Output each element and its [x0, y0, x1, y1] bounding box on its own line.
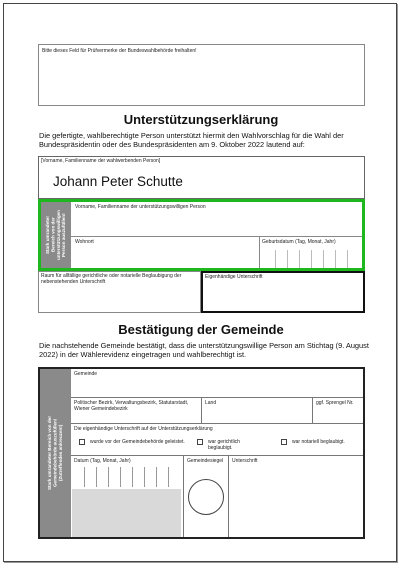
signature-status-label: Die eigenhändige Unterschrift auf der Unterstützungserklärung	[74, 426, 213, 432]
seal-divider	[183, 455, 184, 537]
candidate-name: Johann Peter Schutte	[53, 174, 183, 189]
gemeinde-intro: Die nachstehende Gemeinde bestätigt, dass die unterstützungswillige Person am Stichtag (9. August 2022) in der Wählerevidenz eingetragen und wahlberechtigt ist.	[39, 341, 369, 359]
certification-label: Raum für allfällige gerichtliche oder notarielle Beglaubigung der nebenstehenden Unterschrift	[41, 273, 182, 285]
gemeinde-sidebar-text: Stark umrandeter Bereich von der Gemeindebehörde auszufüllen! (Zutreffendes ankreuzen!)	[47, 415, 64, 491]
birthdate-field[interactable]	[263, 246, 362, 268]
option-1-label: wurde vor der Gemeindebehörde geleistet.	[90, 439, 185, 445]
birthdate-tick	[347, 250, 348, 268]
supporter-divider	[71, 236, 362, 237]
supporter-input-area	[38, 199, 365, 271]
date-tick	[108, 467, 109, 487]
gemeinde-field[interactable]	[72, 378, 363, 397]
birthdate-tick	[299, 250, 300, 268]
birthdate-divider	[259, 236, 260, 268]
bezirk-label: Politischer Bezirk, Verwaltungsbezirk, Statutarstadt, Wiener Gemeindebezirk	[74, 400, 189, 412]
date-tick	[168, 467, 169, 487]
candidate-box	[38, 156, 365, 199]
sprengel-label: ggf. Sprengel Nr.	[316, 400, 354, 406]
birthdate-tick	[287, 250, 288, 268]
signature-divider	[228, 455, 229, 537]
date-tick	[132, 467, 133, 487]
date-tick	[84, 467, 85, 487]
signature-box[interactable]	[201, 271, 365, 313]
candidate-label: [Vorname, Familienname der wahlwerbenden Person]	[41, 158, 161, 164]
date-tick	[120, 467, 121, 487]
option-1-checkbox[interactable]	[79, 439, 85, 445]
date-grey-area	[72, 489, 181, 537]
unterstuetzung-title: Unterstützungserklärung	[123, 112, 279, 127]
land-divider	[201, 397, 202, 423]
pruefvermerk-box	[38, 44, 365, 106]
supporter-name-label: Vorname, Familienname der unterstützungswilligen Person	[75, 204, 206, 210]
gemeinde-box	[38, 367, 365, 539]
supporter-name-field[interactable]	[73, 211, 362, 236]
option-3-label: war notariell beglaubigt.	[292, 439, 345, 445]
gemeinde-signature-field[interactable]	[230, 465, 363, 537]
sprengel-divider	[312, 397, 313, 423]
land-label: Land	[205, 400, 217, 406]
gemeinde-sidebar	[40, 369, 71, 537]
form-page	[3, 3, 397, 562]
date-tick	[96, 467, 97, 487]
supporter-sidebar-text: Stark umrandeter Bereich von der unterstützungswilligen Person auszufüllen!	[45, 209, 67, 261]
birthdate-tick	[335, 250, 336, 268]
pruefvermerk-label: Bitte dieses Feld für Prüfvermerke der Bundeswahlbehörde freihalten!	[42, 48, 197, 54]
bezirk-row-divider	[71, 423, 363, 424]
supporter-address-label: Wohnort	[75, 239, 94, 245]
date-tick	[156, 467, 157, 487]
birthdate-tick	[323, 250, 324, 268]
supporter-birthdate-label: Geburtsdatum (Tag, Monat, Jahr)	[262, 239, 336, 245]
seal-label: Gemeindesiegel	[187, 458, 224, 464]
option-2-checkbox[interactable]	[197, 439, 203, 445]
birthdate-tick	[275, 250, 276, 268]
date-label: Datum (Tag, Monat, Jahr)	[74, 458, 131, 464]
signature-label: Eigenhändige Unterschrift	[205, 274, 263, 280]
certification-box	[38, 271, 201, 313]
gemeinde-signature-label: Unterschrift	[232, 458, 258, 464]
status-row-divider	[71, 455, 363, 456]
supporter-sidebar	[41, 202, 71, 268]
gemeinde-title: Bestätigung der Gemeinde	[118, 322, 284, 337]
supporter-address-field[interactable]	[73, 246, 257, 268]
seal-circle	[188, 479, 224, 515]
option-3-checkbox[interactable]	[281, 439, 287, 445]
option-2-label: war gerichtlich beglaubigt.	[208, 439, 240, 451]
gemeinde-label: Gemeinde	[74, 371, 98, 377]
date-tick	[144, 467, 145, 487]
unterstuetzung-intro: Die gefertigte, wahlberechtigte Person unterstützt hiermit den Wahlvorschlag für die Wahl der Bundespräsidentin oder des Bundespräsidenten am 9. Oktober 2022 lautend auf:	[39, 131, 344, 149]
gemeinde-row-divider	[71, 397, 363, 398]
date-field[interactable]	[72, 465, 181, 537]
birthdate-tick	[311, 250, 312, 268]
